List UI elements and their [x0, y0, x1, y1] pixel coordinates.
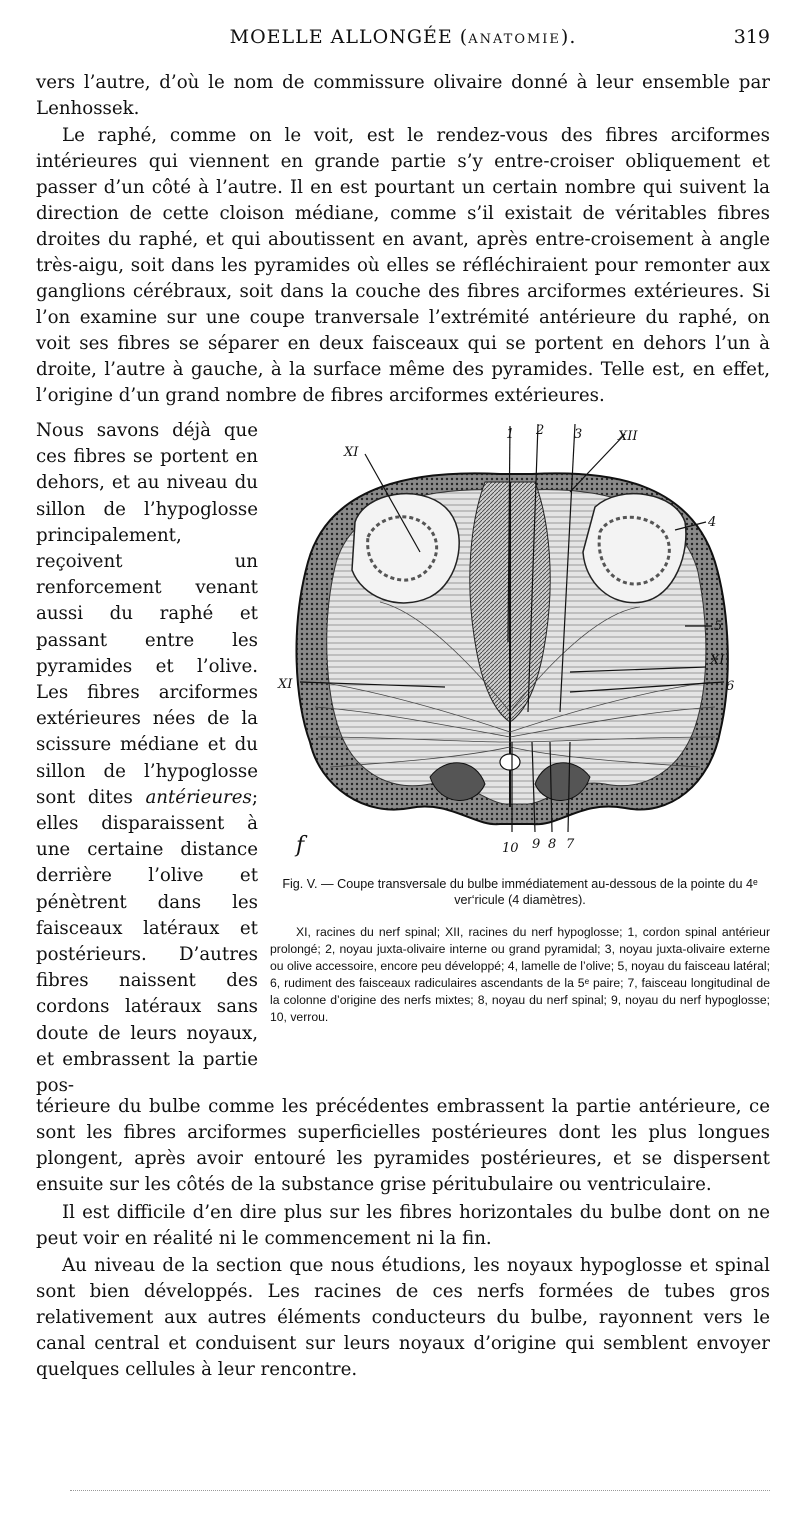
figure-caption-title: Fig. V. — Coupe transversale du bulbe immédiatement au-dessous de la pointe du 4ᵉ ver‘ricule (4 diamètres). — [282, 877, 758, 907]
label-10: 10 — [502, 841, 519, 856]
figure-caption-legend: XI, racines du nerf spinal; XII, racines du nerf hypoglosse; 1, cordon spinal antérieur prolongé; 2, noyau juxta-olivaire interne ou grand pyramidal; 3, noyau juxta-olivaire externe ou olive accessoire, encore peu développé; 4, lamelle de l’olive; 5, noyau du faisceau latéral; 6, rudiment des faisceaux radiculaires ascendants de la 5ᵉ paire; 7, faisceau longitudinal de la colonne d’origine des nerfs mixtes; 8, noyau du nerf spinal; 9, noyau du nerf hypoglosse; 10, verrou. — [270, 925, 770, 1024]
label-7: 7 — [566, 837, 575, 852]
label-6: 6 — [726, 679, 735, 694]
paragraph-3-wrapped — [36, 418, 258, 1099]
central-canal — [500, 754, 520, 770]
running-header — [36, 26, 770, 54]
paragraph-3-italic: antérieures — [145, 786, 252, 808]
running-title — [36, 26, 770, 48]
medulla-cross-section-figure — [270, 412, 770, 862]
label-4: 4 — [708, 515, 717, 530]
running-title-small-caps: ANATOMIE — [468, 32, 561, 47]
label-xi-top: XI — [344, 445, 359, 460]
label-xi-right: XI — [710, 653, 725, 668]
paragraph-3-text-b: ; elles disparaissent à une certaine distance derrière l’olive et pénètrent dans les faisceaux latéraux et postérieurs. D’autres fibres naissent des cordons latéraux sans doute de leurs noyaux, et embrassent la partie pos- — [36, 786, 258, 1097]
medulla-cross-section-drawing — [270, 412, 770, 862]
label-5: 5 — [714, 619, 723, 634]
running-title-main: MOELLE ALLONGÉE ( — [229, 26, 469, 48]
label-8: 8 — [548, 837, 557, 852]
label-3: 3 — [574, 427, 583, 442]
paragraph-5: Au niveau de la section que nous étudions, les noyaux hypoglosse et spinal sont bien développés. Les racines de ces nerfs formées de tubes gros relativement aux autres éléments conducteurs du bulbe, rayonnent vers le canal central et conduisent sur leurs noyaux d’origine qui semblent envoyer quelques cellules à leur rencontre. — [36, 1255, 770, 1380]
running-title-end: ). — [560, 26, 577, 48]
page-number: 319 — [733, 26, 770, 48]
label-xii-top: XII — [618, 429, 638, 444]
label-xi-left: XI — [278, 677, 293, 692]
paragraph-2: Le raphé, comme on le voit, est le rendez-vous des fibres arciformes intérieures qui viennent en grande partie s’y entre-croiser obliquement et passer d’un côté à l’autre. Il en est pourtant un certain nombre qui suivent la direction de cette cloison médiane, comme s’il existait de véritables fibres droites du raphé, et qui aboutissent en avant, après entre-croisement à angle très-aigu, soit dans les pyramides où elles se réfléchiraient pour remonter aux ganglions cérébraux, soit dans la couche des fibres arciformes extérieures. Si l’on examine sur une coupe tranversale l’extrémité antérieure du raphé, on voit ses fibres se séparer en deux faisceaux qui se portent en dehors l’un à droite, l’autre à gauche, à la surface même des pyramides. Telle est, en effet, l’origine d’un grand nombre de fibres arciformes extérieures. — [36, 125, 770, 406]
paragraph-3-continued: térieure du bulbe comme les précédentes embrassent la partie antérieure, ce sont les fibres arciformes superficielles postérieures dont les plus longues plongent, après avoir entouré les pyramides postérieures, et se dispersent ensuite sur les côtés de la substance grise péritubulaire ou ventriculaire. — [36, 1096, 770, 1195]
footer-rule — [70, 1490, 770, 1491]
label-1: 1 — [506, 427, 515, 442]
label-9: 9 — [532, 837, 541, 852]
paragraph-3-text-a: Nous savons déjà que ces fibres se portent en dehors, et au niveau du sillon de l’hypoglosse principalement, reçoivent un renforcement venant aussi du raphé et passant entre les pyramides et l’olive. Les fibres arciformes extérieures nées de la scissure médiane et du sillon de l’hypoglosse sont dites — [36, 420, 258, 808]
paragraph-4: Il est difficile d’en dire plus sur les fibres horizontales du bulbe dont on ne peut voir en réalité ni le commencement ni la fin. — [36, 1202, 770, 1249]
label-2: 2 — [536, 423, 545, 438]
paragraph-1: vers l’autre, d’où le nom de commissure olivaire donné à leur ensemble par Lenhossek. — [36, 72, 770, 119]
label-f: f — [296, 833, 305, 858]
